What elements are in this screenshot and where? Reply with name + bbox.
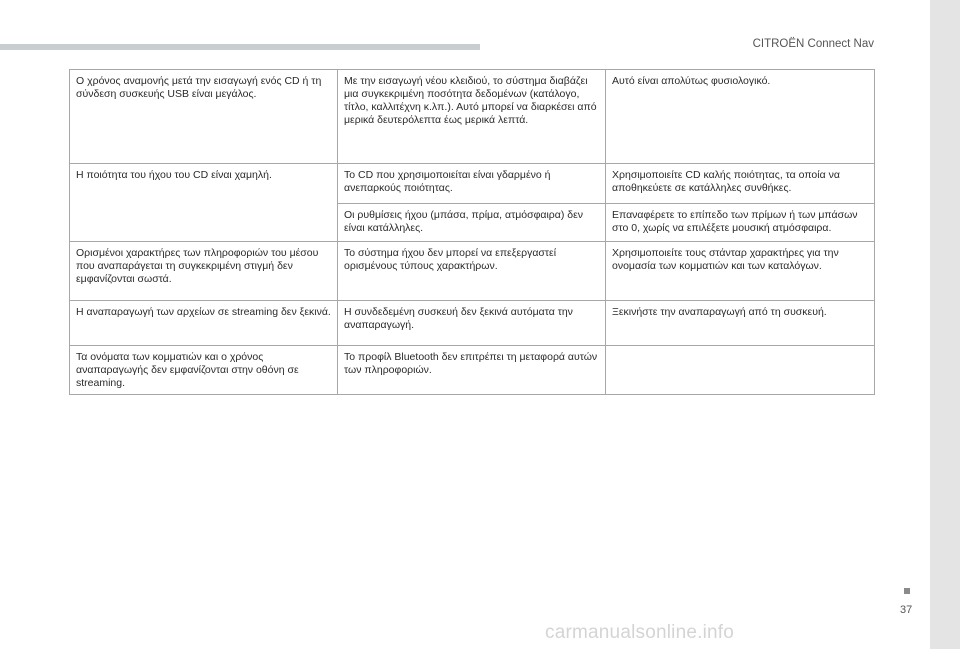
page-edge-strip: [930, 0, 960, 649]
table-row: [70, 346, 875, 395]
solution-cell: Επαναφέρετε το επίπεδο των πρίμων ή των μπάσων στο 0, χωρίς να επιλέξετε μουσική ατμόσφαιρα.: [606, 204, 875, 242]
cause-cell: Η συνδεδεμένη συσκευή δεν ξεκινά αυτόματα την αναπαραγωγή.: [338, 301, 606, 346]
watermark-text: carmanualsonline.info: [545, 622, 735, 643]
solution-cell: Αυτό είναι απολύτως φυσιολογικό.: [606, 70, 875, 164]
table-row: [70, 242, 875, 301]
table-row: [70, 70, 875, 164]
solution-cell: Ξεκινήστε την αναπαραγωγή από τη συσκευή.: [606, 301, 875, 346]
table-row: [70, 301, 875, 346]
problem-cell: Η ποιότητα του ήχου του CD είναι χαμηλή.: [70, 164, 338, 242]
problem-cell: Τα ονόματα των κομματιών και ο χρόνος αναπαραγωγής δεν εμφανίζονται στην οθόνη σε streaming.: [70, 346, 338, 395]
cause-cell: Το σύστημα ήχου δεν μπορεί να επεξεργαστεί ορισμένους τύπους χαρακτήρων.: [338, 242, 606, 301]
problem-cell: Ο χρόνος αναμονής μετά την εισαγωγή ενός CD ή τη σύνδεση συσκευής USB είναι μεγάλος.: [70, 70, 338, 164]
cause-cell: Το προφίλ Bluetooth δεν επιτρέπει τη μεταφορά αυτών των πληροφοριών.: [338, 346, 606, 395]
page-number: 37: [900, 604, 913, 616]
solution-cell: Χρησιμοποιείτε τους στάνταρ χαρακτήρες για την ονομασία των κομματιών και των καταλόγων.: [606, 242, 875, 301]
solution-cell: [606, 346, 875, 395]
cause-cell: Το CD που χρησιμοποιείται είναι γδαρμένο ή ανεπαρκούς ποιότητας.: [338, 164, 606, 204]
cause-cell: Με την εισαγωγή νέου κλειδιού, το σύστημα διαβάζει μια συγκεκριμένη ποσότητα δεδομένων (κατάλογο, τίτλο, καλλιτέχνη κ.λπ.). Αυτό μπορεί να διαρκέσει από μερικά δευτερόλεπτα έως μερικά λεπτά.: [338, 70, 606, 164]
table-row: [70, 164, 875, 204]
page-header-title: CITROËN Connect Nav: [752, 38, 874, 50]
problem-cell: Η αναπαραγωγή των αρχείων σε streaming δεν ξεκινά.: [70, 301, 338, 346]
solution-cell: Χρησιμοποιείτε CD καλής ποιότητας, τα οποία να αποθηκεύετε σε κατάλληλες συνθήκες.: [606, 164, 875, 204]
page-marker: [904, 588, 910, 594]
header-accent-bar: [0, 44, 480, 50]
problem-cell: Ορισμένοι χαρακτήρες των πληροφοριών του μέσου που αναπαράγεται τη συγκεκριμένη στιγμή δεν εμφανίζονται σωστά.: [70, 242, 338, 301]
cause-cell: Οι ρυθμίσεις ήχου (μπάσα, πρίμα, ατμόσφαιρα) δεν είναι κατάλληλες.: [338, 204, 606, 242]
troubleshooting-table: [69, 69, 875, 395]
